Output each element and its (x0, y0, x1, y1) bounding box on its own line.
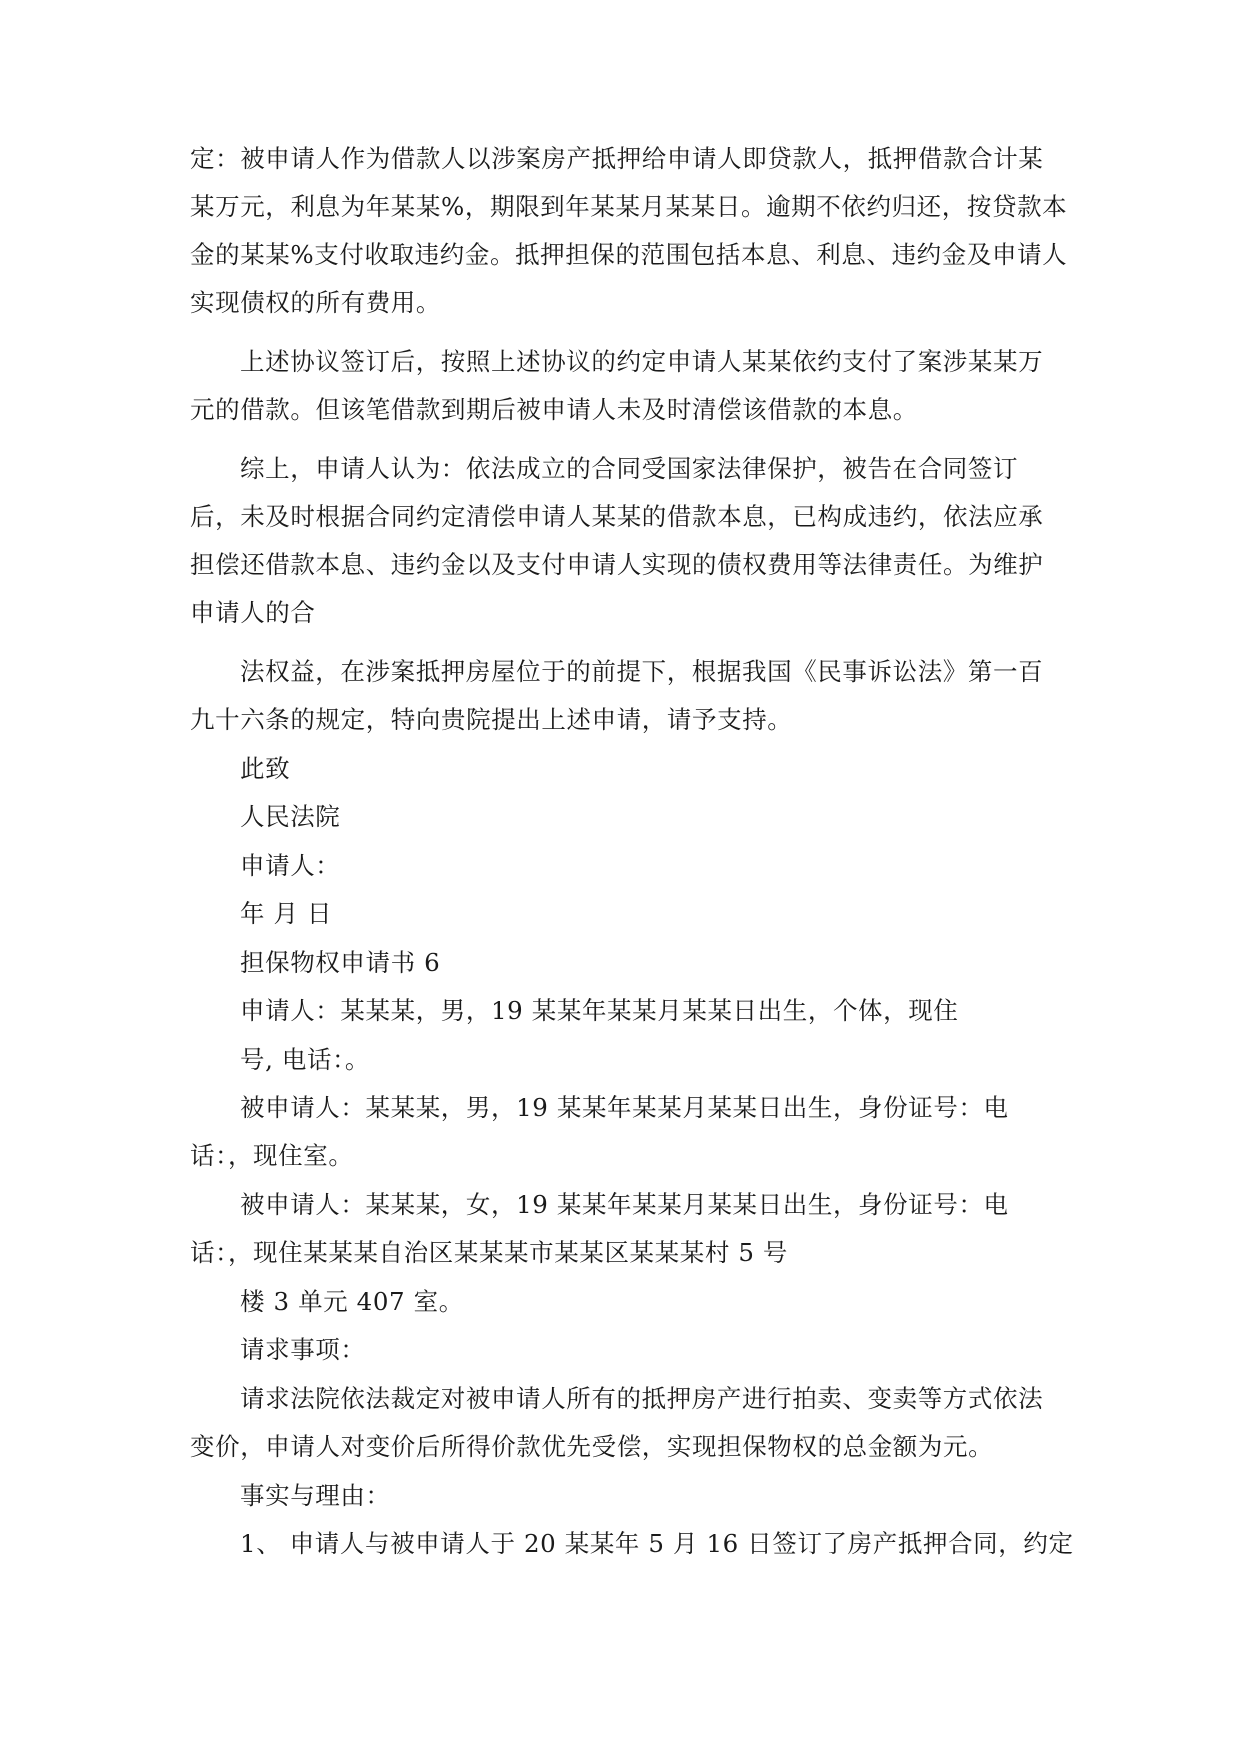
text-line: 变价，申请人对变价后所得价款优先受偿，实现担保物权的总金额为元。 (190, 1432, 994, 1461)
text-line: 申请人：某某某，男，19 某某年某某月某某日出生，个体，现住 (240, 996, 959, 1025)
text-line: 1、 申请人与被申请人于 20 某某年 5 月 16 日签订了房产抵押合同，约定 (240, 1529, 1074, 1558)
text-line: 后，未及时根据合同约定清偿申请人某某的借款本息，已构成违约，依法应承 (190, 502, 1044, 531)
text-line: 事实与理由： (240, 1481, 391, 1510)
text-line: 楼 3 单元 407 室。 (240, 1287, 464, 1316)
text-line: 实现债权的所有费用。 (190, 288, 441, 317)
text-line: 九十六条的规定，特向贵院提出上述申请，请予支持。 (190, 705, 793, 734)
text-line: 金的某某%支付收取违约金。抵押担保的范围包括本息、利息、违约金及申请人 (190, 240, 1068, 269)
text-line: 综上，申请人认为：依法成立的合同受国家法律保护，被告在合同签订 (240, 454, 1019, 483)
text-line: 请求事项： (240, 1335, 366, 1364)
text-line: 法权益，在涉案抵押房屋位于的前提下，根据我国《民事诉讼法》第一百 (240, 657, 1044, 686)
text-line: 话：，现住某某某自治区某某某市某某区某某某村 5 号 (190, 1238, 789, 1267)
text-line: 元的借款。但该笔借款到期后被申请人未及时清偿该借款的本息。 (190, 395, 918, 424)
text-line: 某万元，利息为年某某%，期限到年某某月某某日。逾期不依约归还，按贷款本 (190, 192, 1068, 221)
text-line: 担保物权申请书 6 (240, 948, 441, 977)
text-line: 申请人的合 (190, 598, 316, 627)
text-line: 请求法院依法裁定对被申请人所有的抵押房产进行拍卖、变卖等方式依法 (240, 1384, 1044, 1413)
text-line: 申请人： (240, 851, 341, 880)
text-line: 上述协议签订后，按照上述协议的约定申请人某某依约支付了案涉某某万 (240, 347, 1044, 376)
text-line: 话：，现住室。 (190, 1141, 354, 1170)
text-line: 担偿还借款本息、违约金以及支付申请人实现的债权费用等法律责任。为维护 (190, 550, 1044, 579)
text-line: 年 月 日 (240, 899, 333, 928)
text-line: 号, 电话：。 (240, 1045, 371, 1074)
text-line: 定：被申请人作为借款人以涉案房产抵押给申请人即贷款人，抵押借款合计某 (190, 144, 1044, 173)
text-line: 被申请人：某某某，女，19 某某年某某月某某日出生，身份证号：电 (240, 1190, 1009, 1219)
text-line: 此致 (240, 754, 291, 783)
text-line: 人民法院 (240, 802, 341, 831)
text-line: 被申请人：某某某，男，19 某某年某某月某某日出生，身份证号：电 (240, 1093, 1009, 1122)
